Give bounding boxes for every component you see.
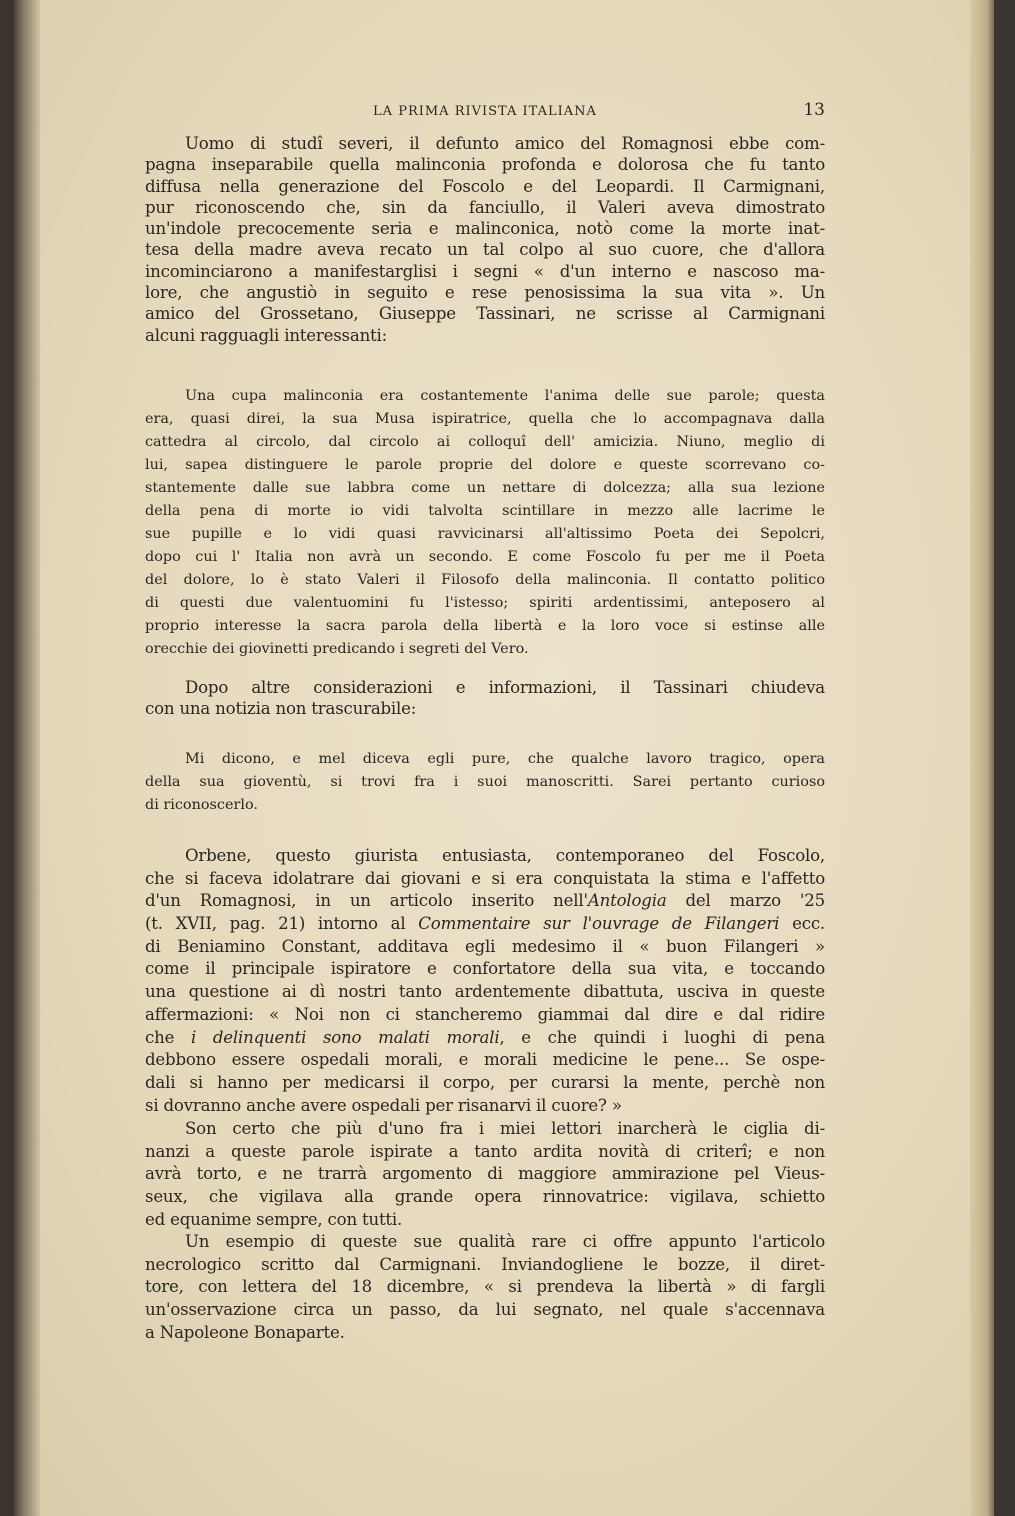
text-line [145,1027,825,1050]
text-line [145,890,825,913]
text-line: seux, che vigilava alla grande opera rinnovatrice: vigilava, schietto [145,1187,825,1207]
italic-text: i delinquenti sono malati morali [190,1027,500,1047]
text-line: di riconoscerlo. [145,797,258,813]
paragraph [145,845,825,1117]
text-line [145,913,825,936]
text-line: Dopo altre considerazioni e informazioni, il Tassinari chiudeva [185,678,825,697]
text-segment: che [145,1027,191,1047]
text-line: sue pupille e lo vidi quasi ravvicinarsi all'altissimo Poeta dei Sepolcri, [145,526,825,542]
text-line: un'osservazione circa un passo, da lui segnato, nel quale s'accennava [145,1300,825,1320]
text-line: cattedra al circolo, dal circolo ai colloquî dell' amicizia. Niuno, meglio di [145,434,825,450]
text-line: affermazioni: « Noi non ci stancheremo giammai dal dire e dal ridire [145,1004,825,1024]
text-line: con una notizia non trascurabile: [145,699,417,719]
text-line: della sua gioventù, si trovi fra i suoi manoscritti. Sarei pertanto curioso [145,774,825,790]
text-line: era, quasi direi, la sua Musa ispiratrice, quella che lo accompagnava dalla [145,411,825,427]
text-segment: d'un Romagnosi, in un articolo inserito nell' [145,891,588,911]
running-header [145,100,825,124]
text-line: di questi due valentuomini fu l'istesso; spiriti ardentissimi, anteposero al [145,595,825,611]
text-line: dopo cui l' Italia non avrà un secondo. E come Foscolo fu per me il Poeta [145,549,825,565]
block-quote [145,748,825,817]
text-segment: , e che quindi i luoghi di pena [499,1027,825,1047]
text-line: lore, che angustiò in seguito e rese penosissima la sua vita ». Un [145,283,825,303]
text-line: lui, sapea distinguere le parole proprie del dolore e queste scorrevano co- [145,457,825,473]
text-line: Orbene, questo giurista entusiasta, contemporaneo del Foscolo, [185,846,825,865]
text-line: di Beniamino Constant, additava egli medesimo il « buon Filangeri » [145,936,825,956]
italic-text: Antologia [587,891,667,911]
text-line: che si faceva idolatrare dai giovani e si era conquistata la stima e l'affetto [145,868,825,888]
block-quote [145,385,825,661]
text-line: si dovranno anche avere ospedali per risanarvi il cuore? » [145,1095,622,1115]
paragraph [145,1118,825,1231]
text-line: Mi dicono, e mel diceva egli pure, che qualche lavoro tragico, opera [185,751,825,767]
text-line: come il principale ispiratore e confortatore della sua vita, e toccando [145,959,825,979]
text-line: un'indole precocemente seria e malinconica, notò come la morte inat- [145,219,825,239]
text-line: diffusa nella generazione del Foscolo e del Leopardi. Il Carmignani, [145,176,825,196]
page-number: 13 [803,100,825,120]
italic-text: Commentaire sur l'ouvrage de Filangeri [418,914,780,934]
text-line: debbono essere ospedali morali, e morali medicine le pene... Se ospe- [145,1050,825,1070]
text-line: una questione ai dì nostri tanto ardentemente dibattuta, usciva in queste [145,982,825,1002]
text-line: amico del Grossetano, Giuseppe Tassinari, ne scrisse al Carmignani [145,304,825,324]
text-line: alcuni ragguagli interessanti: [145,325,388,345]
paragraph [145,677,825,720]
text-line: tesa della madre aveva recato un tal colpo al suo cuore, che d'allora [145,240,825,260]
text-line: ed equanime sempre, con tutti. [145,1209,403,1229]
running-title: LA PRIMA RIVISTA ITALIANA [373,104,597,119]
text-segment: del marzo '25 [666,891,825,911]
text-line: nanzi a queste parole ispirate a tanto ardita novità di criterî; e non [145,1141,825,1161]
text-line: incominciarono a manifestarglisi i segni « d'un interno e nascoso ma- [145,261,825,281]
text-line: del dolore, lo è stato Valeri il Filosofo della malinconia. Il contatto politico [145,572,825,588]
page-binding-shadow [14,0,40,1516]
text-line: Son certo che più d'uno fra i miei lettori inarcherà le ciglia di- [185,1119,825,1138]
paragraph [145,133,825,346]
text-line: necrologico scritto dal Carmignani. Inviandogliene le bozze, il diret- [145,1254,825,1274]
text-line: a Napoleone Bonaparte. [145,1322,345,1342]
text-line: Un esempio di queste sue qualità rare ci offre appunto l'articolo [185,1232,825,1251]
paragraph [145,1231,825,1344]
text-line: pagna inseparabile quella malinconia profonda e dolorosa che fu tanto [145,155,825,175]
text-line: avrà torto, e ne trarrà argomento di maggiore ammirazione pel Vieus- [145,1164,825,1184]
text-line: stantemente dalle sue labbra come un nettare di dolcezza; alla sua lezione [145,480,825,496]
text-line: tore, con lettera del 18 dicembre, « si prendeva la libertà » di fargli [145,1277,825,1297]
text-line: Uomo di studî severi, il defunto amico del Romagnosi ebbe com- [185,134,825,153]
text-line: della pena di morte io vidi talvolta scintillare in mezzo alle lacrime le [145,503,825,519]
text-line: orecchie dei giovinetti predicando i segreti del Vero. [145,641,529,657]
text-line: pur riconoscendo che, sin da fanciullo, il Valeri aveva dimostrato [145,197,825,217]
page-edge [970,0,994,1516]
text-segment: ecc. [779,914,825,934]
text-line: proprio interesse la sacra parola della libertà e la loro voce si estinse alle [145,618,825,634]
text-line: dali si hanno per medicarsi il corpo, per curarsi la mente, perchè non [145,1072,825,1092]
text-line: Una cupa malinconia era costantemente l'anima delle sue parole; questa [185,388,825,404]
text-segment: (t. XVII, pag. 21) intorno al [145,914,419,934]
